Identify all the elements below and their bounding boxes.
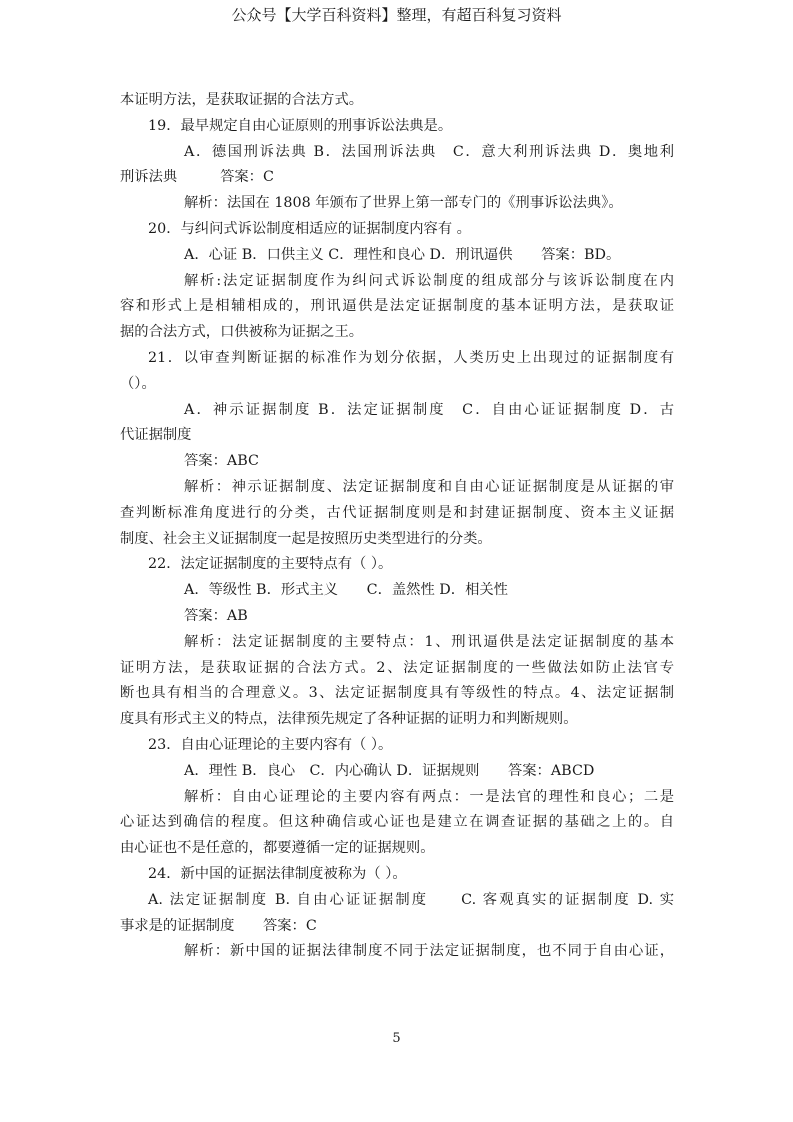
text-line: A．神示证据制度 B．法定证据制度 C．自由心证证据制度 D．古 — [184, 401, 674, 418]
text-line: A．德国刑诉法典 B．法国刑诉法典 C．意大利刑诉法典 D．奥地利 — [184, 143, 674, 160]
text-line: 解析：神示证据制度、法定证据制度和自由心证证据制度是从证据的审 — [184, 478, 674, 495]
text-line: 刑诉法典 答案：C — [120, 169, 274, 186]
document-body — [120, 88, 674, 965]
text-line: 本证明方法，是获取证据的合法方式。 — [120, 92, 364, 108]
page-number: 5 — [392, 1031, 401, 1046]
text-line: 解析：法定证据制度的主要特点：1、刑讯逼供是法定证据制度的基本 — [184, 633, 674, 650]
text-line: 由心证也不是任意的，都要遵循一定的证据规则。 — [120, 840, 435, 857]
text-line: 证明方法，是获取证据的合法方式。2、法定证据制度的一些做法如防止法官专 — [120, 659, 674, 676]
text-line: 解析：自由心证理论的主要内容有两点：一是法官的理性和良心；二是 — [184, 788, 674, 805]
text-line: 20．与纠问式诉讼制度相适应的证据制度内容有 。 — [148, 220, 471, 237]
text-line: 查判断标准角度进行的分类，古代证据制度则是和封建证据制度、资本主义证据 — [120, 504, 674, 521]
text-line: 断也具有相当的合理意义。3、法定证据制度具有等级性的特点。4、法定证据制 — [120, 685, 674, 702]
text-line: 19．最早规定自由心证原则的刑事诉讼法典是。 — [148, 117, 453, 134]
text-line: 21．以审查判断证据的标准作为划分依据，人类历史上出现过的证据制度有 — [148, 349, 674, 366]
text-line: A．理性 B．良心 C．内心确认 D．证据规则 答案：ABCD — [184, 762, 595, 779]
text-line: 解析:法定证据制度作为纠问式诉讼制度的组成部分与该诉讼制度在内 — [184, 272, 674, 289]
text-line: 23．自由心证理论的主要内容有（ ）。 — [148, 736, 393, 753]
text-line: A. 法定证据制度 B. 自由心证证据制度 C. 客观真实的证据制度 D. 实 — [148, 891, 674, 908]
text-line: 解析：新中国的证据法律制度不同于法定证据制度，也不同于自由心证， — [184, 943, 674, 960]
text-line: 答案：AB — [184, 607, 248, 624]
text-line: A．心证 B．口供主义 C．理性和良心 D．刑讯逼供 答案：BD。 — [184, 246, 621, 263]
text-line: 解析：法国在 1808 年颁布了世界上第一部专门的《刑事诉讼法典》。 — [184, 195, 623, 212]
text-line: 代证据制度 — [120, 427, 192, 444]
text-line: 22．法定证据制度的主要特点有（ ）。 — [148, 556, 393, 573]
text-line: 容和形式上是相辅相成的，刑讯逼供是法定证据制度的基本证明方法，是获取证 — [120, 298, 674, 315]
text-line: 心证达到确信的程度。但这种确信或心证也是建立在调查证据的基础之上的。自 — [120, 814, 674, 831]
text-line: 事求是的证据制度 答案：C — [120, 917, 317, 934]
text-line: 据的合法方式，口供被称为证据之王。 — [120, 324, 364, 341]
page-header: 公众号【大学百科资料】整理，有超百科复习资料 — [231, 6, 562, 24]
text-line: （）。 — [120, 375, 156, 392]
text-line: 制度、社会主义证据制度一起是按照历史类型进行的分类。 — [120, 530, 492, 547]
text-line: 度具有形式主义的特点，法律预先规定了各种证据的证明力和判断规则。 — [120, 711, 578, 728]
text-line: A．等级性 B．形式主义 C．盖然性 D．相关性 — [184, 582, 508, 599]
text-line: 24．新中国的证据法律制度被称为（ ）。 — [148, 865, 407, 882]
text-line: 答案：ABC — [184, 453, 259, 470]
